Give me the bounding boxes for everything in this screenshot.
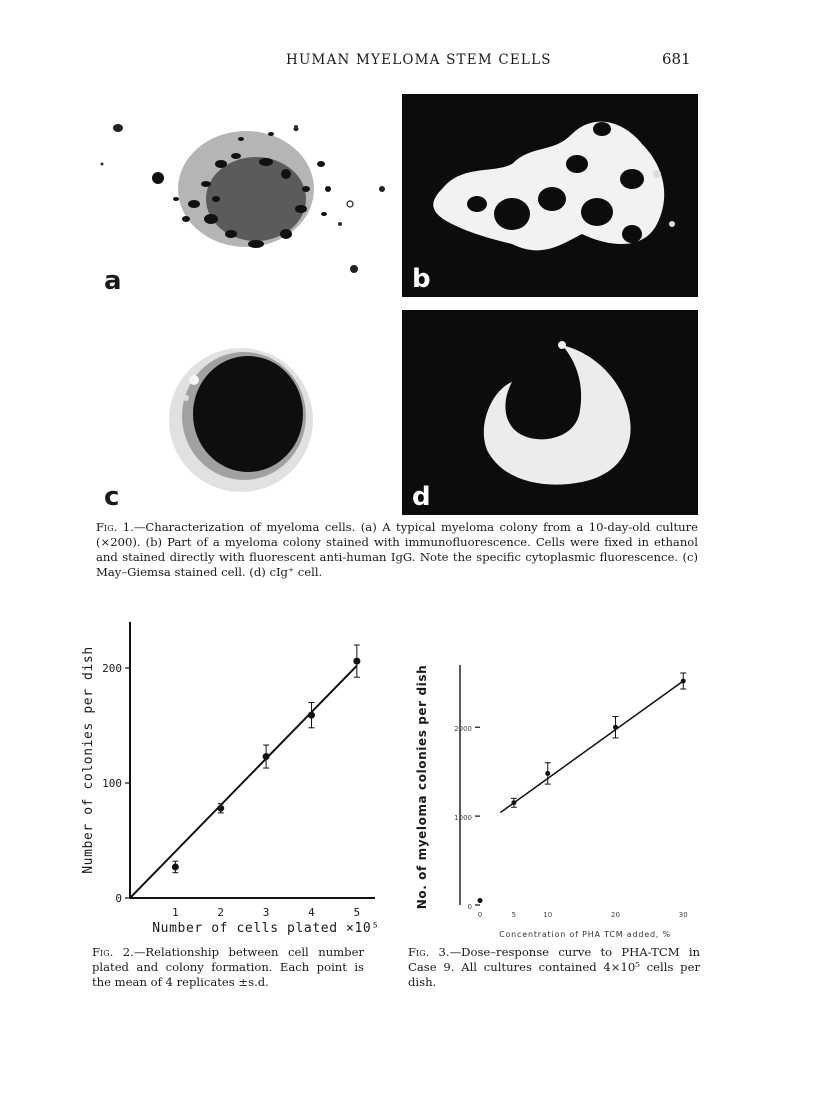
figure1-panel-a bbox=[96, 94, 396, 299]
data-point bbox=[217, 805, 224, 812]
figure3-caption-label: Fig. 3. bbox=[408, 945, 450, 959]
figure2-chart bbox=[70, 610, 380, 940]
y-tick-label: 0 bbox=[115, 892, 122, 905]
figure1-panel-d bbox=[402, 310, 698, 515]
figure1-panel-c bbox=[96, 310, 396, 515]
running-title: HUMAN MYELOMA STEM CELLS bbox=[286, 52, 552, 68]
y-tick-label: 0 bbox=[467, 903, 472, 911]
page-number: 681 bbox=[662, 50, 691, 68]
myeloma-colony-micrograph-icon bbox=[96, 94, 396, 299]
x-axis-title: Number of cells plated ×10⁵ bbox=[152, 921, 380, 936]
y-tick-label: 1000 bbox=[454, 814, 472, 823]
y-tick-label: 100 bbox=[102, 777, 122, 790]
x-tick-label: 3 bbox=[262, 906, 270, 919]
panel-label-a: a bbox=[104, 266, 122, 296]
cig-positive-cell-micrograph-icon bbox=[402, 310, 698, 515]
data-point bbox=[478, 898, 483, 903]
figure1-caption bbox=[96, 520, 698, 580]
figure2-caption bbox=[92, 945, 364, 990]
y-tick-label: 200 bbox=[102, 662, 122, 675]
figure3-caption-text: —Dose–response curve to PHA-TCM in Case 9. All cultures contained 4×10⁵ cells per dish. bbox=[408, 945, 700, 989]
data-point bbox=[308, 712, 315, 719]
figure1-caption-label: Fig. 1. bbox=[96, 520, 134, 534]
x-tick-label: 5 bbox=[511, 911, 517, 919]
x-tick-label: 1 bbox=[172, 906, 179, 919]
fit-line bbox=[500, 681, 683, 813]
data-point bbox=[613, 725, 618, 730]
x-tick-label: 30 bbox=[678, 911, 688, 919]
figure2-caption-label: Fig. 2. bbox=[92, 945, 134, 959]
data-point bbox=[545, 771, 550, 776]
panel-label-d: d bbox=[412, 482, 431, 512]
data-point bbox=[681, 679, 686, 684]
data-point bbox=[172, 863, 179, 870]
fit-line bbox=[130, 666, 357, 898]
data-point bbox=[353, 658, 360, 665]
figure3-chart bbox=[400, 655, 720, 945]
y-axis-title: Number of colonies per dish bbox=[81, 646, 96, 874]
figure2-chart-svg bbox=[70, 610, 380, 940]
may-giemsa-cell-micrograph-icon bbox=[96, 310, 396, 515]
figure1-panel-b bbox=[402, 94, 698, 297]
panel-label-b: b bbox=[412, 264, 431, 294]
data-point bbox=[263, 753, 270, 760]
running-header bbox=[0, 52, 816, 72]
x-tick-label: 5 bbox=[353, 906, 361, 919]
panel-label-c: c bbox=[104, 482, 120, 512]
figure3-caption bbox=[408, 945, 700, 990]
y-tick-label: 2000 bbox=[454, 725, 472, 734]
x-tick-label: 4 bbox=[308, 906, 315, 919]
immunofluorescence-micrograph-icon bbox=[402, 94, 698, 297]
figure3-chart-svg bbox=[400, 655, 720, 945]
figure2-caption-text: —Relationship between cell number plated and colony formation. Each point is the mean of 4 replicates ±s.d. bbox=[92, 945, 364, 989]
x-axis-title: Concentration of PHA TCM added, % bbox=[499, 930, 671, 939]
x-tick-label: 20 bbox=[611, 911, 620, 919]
data-point bbox=[511, 800, 516, 805]
x-tick-label: 2 bbox=[217, 906, 225, 919]
y-axis-title: No. of myeloma colonies per dish bbox=[415, 664, 429, 910]
figure1-caption-text: —Characterization of myeloma cells. (a) A typical myeloma colony from a 10-day-old culture (×200). (b) Part of a myeloma colony stained with immunofluorescence. Cells were fixed in ethanol and stained directly with fluorescent anti-human IgG. Note the specific cytoplasmic fluorescence. (c) May–Giemsa stained cell. (d) cIg⁺ cell. bbox=[96, 520, 699, 579]
x-tick-label: 10 bbox=[543, 911, 553, 919]
x-tick-label: 0 bbox=[477, 911, 483, 919]
